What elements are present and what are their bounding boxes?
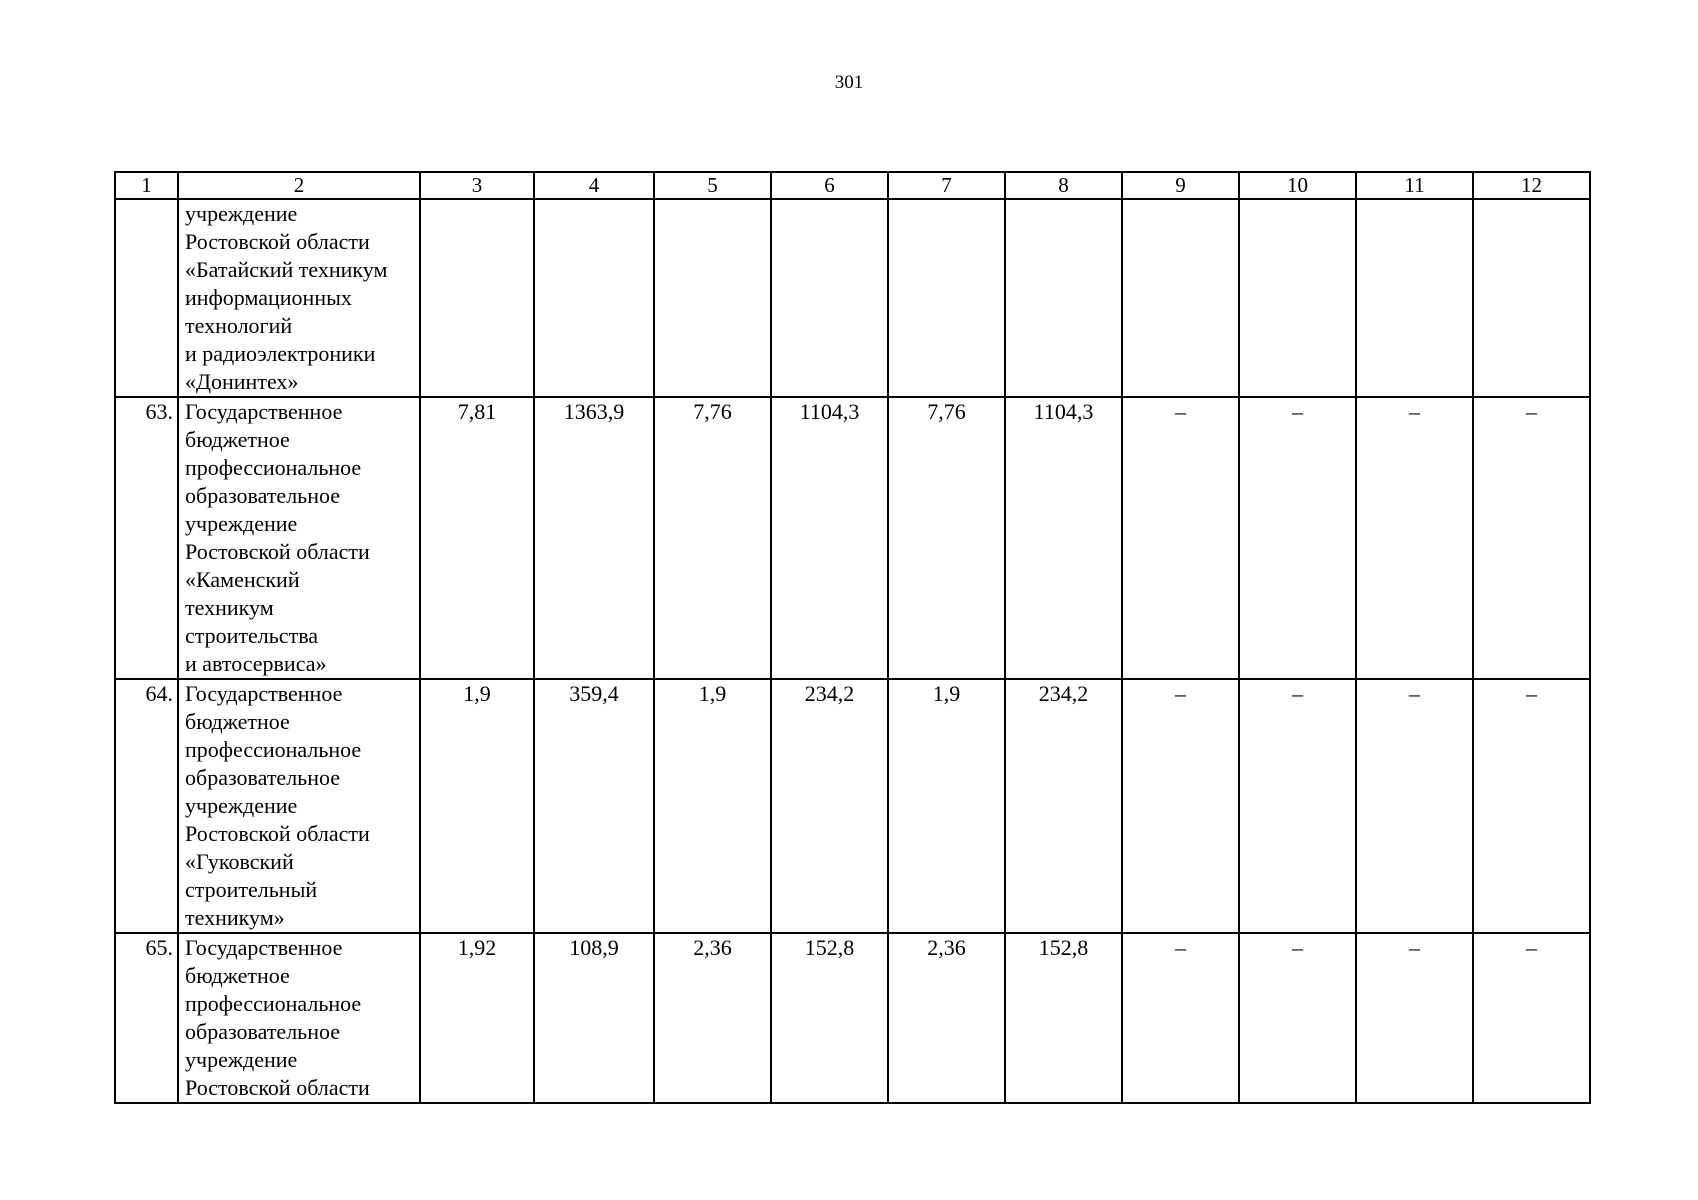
value-cell: 1104,3 [771, 397, 888, 679]
value-cell: – [1356, 397, 1473, 679]
table-row [115, 679, 1590, 933]
value-cell: 1,92 [420, 933, 534, 1103]
value-cell: 234,2 [1005, 679, 1122, 933]
value-cell: 108,9 [534, 933, 654, 1103]
value-cell: 2,36 [888, 933, 1005, 1103]
value-cell: – [1356, 679, 1473, 933]
institution-name-cell: Государственное бюджетное профессиональное образовательное учреждение Ростовской области [178, 933, 420, 1103]
row-index-cell: 64. [115, 679, 178, 933]
value-cell: – [1473, 679, 1590, 933]
value-cell: 2,36 [654, 933, 771, 1103]
value-cell: 152,8 [771, 933, 888, 1103]
table-row [115, 199, 1590, 397]
data-table [114, 171, 1591, 1104]
column-number-cell: 9 [1122, 172, 1239, 199]
table-row [115, 397, 1590, 679]
column-number-cell: 1 [115, 172, 178, 199]
value-cell: 7,81 [420, 397, 534, 679]
value-cell: 234,2 [771, 679, 888, 933]
value-cell: – [1239, 933, 1356, 1103]
column-number-cell: 12 [1473, 172, 1590, 199]
value-cell: 7,76 [888, 397, 1005, 679]
value-cell: – [1473, 933, 1590, 1103]
value-cell [1356, 199, 1473, 397]
value-cell: – [1356, 933, 1473, 1103]
value-cell: 1104,3 [1005, 397, 1122, 679]
column-number-cell: 10 [1239, 172, 1356, 199]
value-cell: – [1122, 933, 1239, 1103]
value-cell [534, 199, 654, 397]
column-number-cell: 4 [534, 172, 654, 199]
column-number-cell: 2 [178, 172, 420, 199]
value-cell: – [1473, 397, 1590, 679]
value-cell: 1,9 [654, 679, 771, 933]
value-cell [654, 199, 771, 397]
value-cell: – [1239, 679, 1356, 933]
row-index-cell: 65. [115, 933, 178, 1103]
value-cell: 1,9 [420, 679, 534, 933]
value-cell [888, 199, 1005, 397]
row-index-cell [115, 199, 178, 397]
column-number-cell: 6 [771, 172, 888, 199]
value-cell: 7,76 [654, 397, 771, 679]
row-index-cell: 63. [115, 397, 178, 679]
page-number: 301 [834, 72, 864, 93]
value-cell [1005, 199, 1122, 397]
value-cell: 1,9 [888, 679, 1005, 933]
value-cell [420, 199, 534, 397]
value-cell [1473, 199, 1590, 397]
institution-name-cell: Государственное бюджетное профессиональное образовательное учреждение Ростовской области «Каменский техникум строительства и автосервиса» [178, 397, 420, 679]
institution-name-cell: учреждение Ростовской области «Батайский техникум информационных технологий и радиоэлектроники «Донинтех» [178, 199, 420, 397]
value-cell: 359,4 [534, 679, 654, 933]
value-cell: 1363,9 [534, 397, 654, 679]
column-number-cell: 5 [654, 172, 771, 199]
table-row [115, 933, 1590, 1103]
column-number-cell: 7 [888, 172, 1005, 199]
column-number-row [115, 172, 1590, 199]
column-number-cell: 11 [1356, 172, 1473, 199]
value-cell: 152,8 [1005, 933, 1122, 1103]
value-cell: – [1239, 397, 1356, 679]
column-number-cell: 3 [420, 172, 534, 199]
value-cell: – [1122, 397, 1239, 679]
value-cell [1239, 199, 1356, 397]
value-cell [771, 199, 888, 397]
institution-name-cell: Государственное бюджетное профессиональное образовательное учреждение Ростовской области «Гуковский строительный техникум» [178, 679, 420, 933]
column-number-cell: 8 [1005, 172, 1122, 199]
value-cell: – [1122, 679, 1239, 933]
value-cell [1122, 199, 1239, 397]
